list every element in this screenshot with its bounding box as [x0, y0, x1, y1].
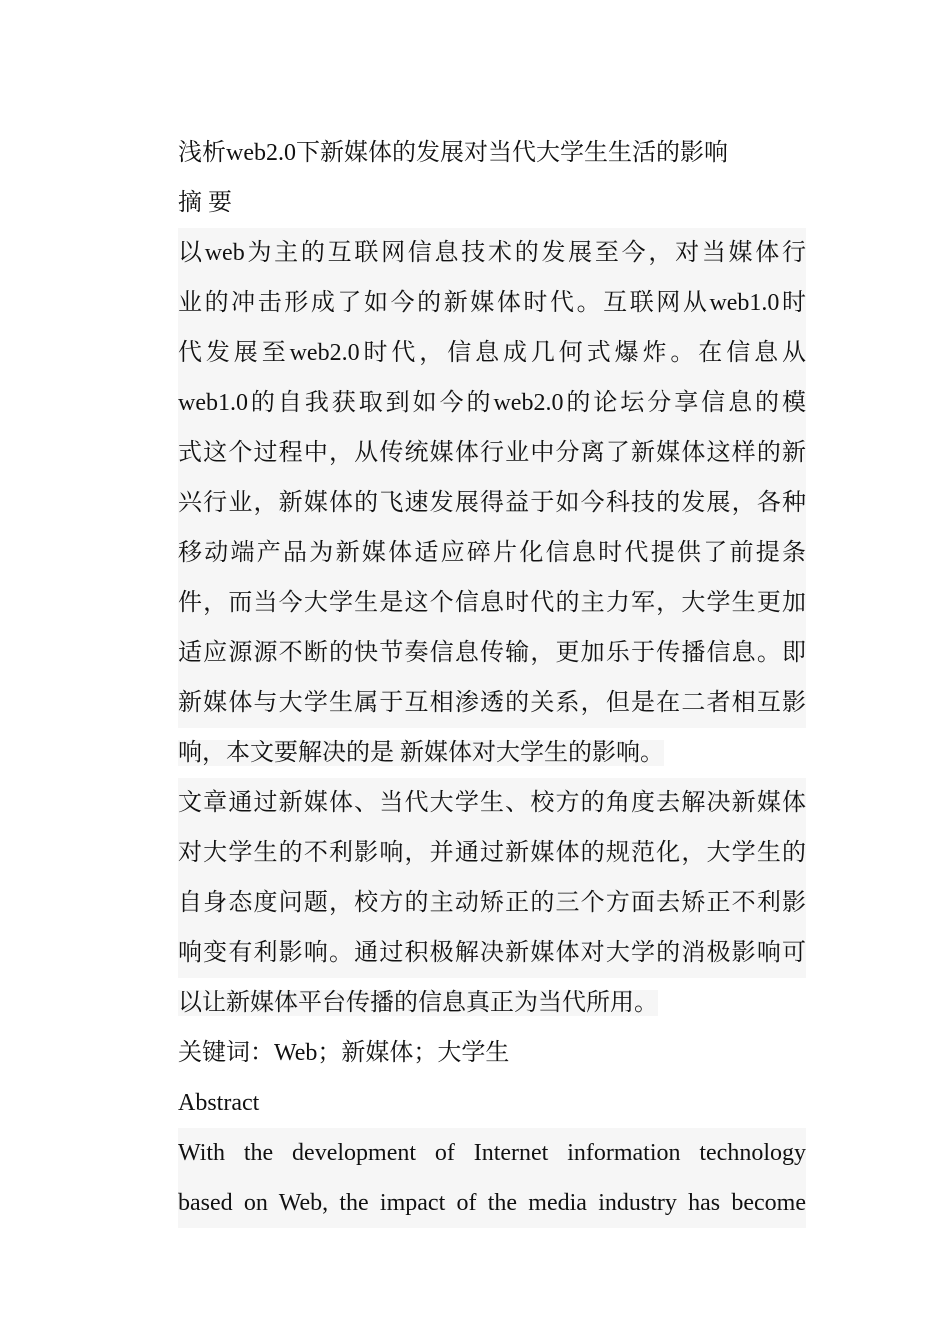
abstract-cn-paragraph-2 [178, 778, 806, 1028]
text-line: 以web为主的互联网信息技术的发展至今，对当媒体行 [178, 228, 806, 278]
text-line: 响变有利影响。通过积极解决新媒体对大学的消极影响可 [178, 928, 806, 978]
text-line: 文章通过新媒体、当代大学生、校方的角度去解决新媒体 [178, 778, 806, 828]
text-line: 式这个过程中，从传统媒体行业中分离了新媒体这样的新 [178, 428, 806, 478]
text-line: based on Web, the impact of the media industry has become [178, 1178, 806, 1228]
text-line: web1.0的自我获取到如今的web2.0的论坛分享信息的模 [178, 378, 806, 428]
abstract-heading-en: Abstract [178, 1090, 260, 1116]
text-line: 以让新媒体平台传播的信息真正为当代所用。 [178, 990, 658, 1016]
text-line: 适应源源不断的快节奏信息传输，更加乐于传播信息。即 [178, 628, 806, 678]
text-line: 新媒体与大学生属于互相渗透的关系，但是在二者相互影 [178, 678, 806, 728]
text-line: 自身态度问题，校方的主动矫正的三个方面去矫正不利影 [178, 878, 806, 928]
paper-title: 浅析web2.0下新媒体的发展对当代大学生生活的影响 [178, 140, 728, 166]
text-line: 代发展至web2.0时代，信息成几何式爆炸。在信息从 [178, 328, 806, 378]
text-line: With the development of Internet information technology [178, 1128, 806, 1178]
abstract-heading-cn: 摘 要 [178, 190, 232, 216]
text-line: 兴行业，新媒体的飞速发展得益于如今科技的发展，各种 [178, 478, 806, 528]
text-line: 对大学生的不利影响，并通过新媒体的规范化，大学生的 [178, 828, 806, 878]
text-line: 业的冲击形成了如今的新媒体时代。互联网从web1.0时 [178, 278, 806, 328]
keywords: 关键词：Web；新媒体；大学生 [178, 1040, 510, 1066]
text-line: 件，而当今大学生是这个信息时代的主力军，大学生更加 [178, 578, 806, 628]
text-line: 移动端产品为新媒体适应碎片化信息时代提供了前提条 [178, 528, 806, 578]
abstract-cn-paragraph-1 [178, 228, 806, 778]
text-line: 响，本文要解决的是 新媒体对大学生的影响。 [178, 740, 664, 766]
abstract-en-paragraph [178, 1128, 806, 1228]
document-page [178, 128, 806, 1228]
